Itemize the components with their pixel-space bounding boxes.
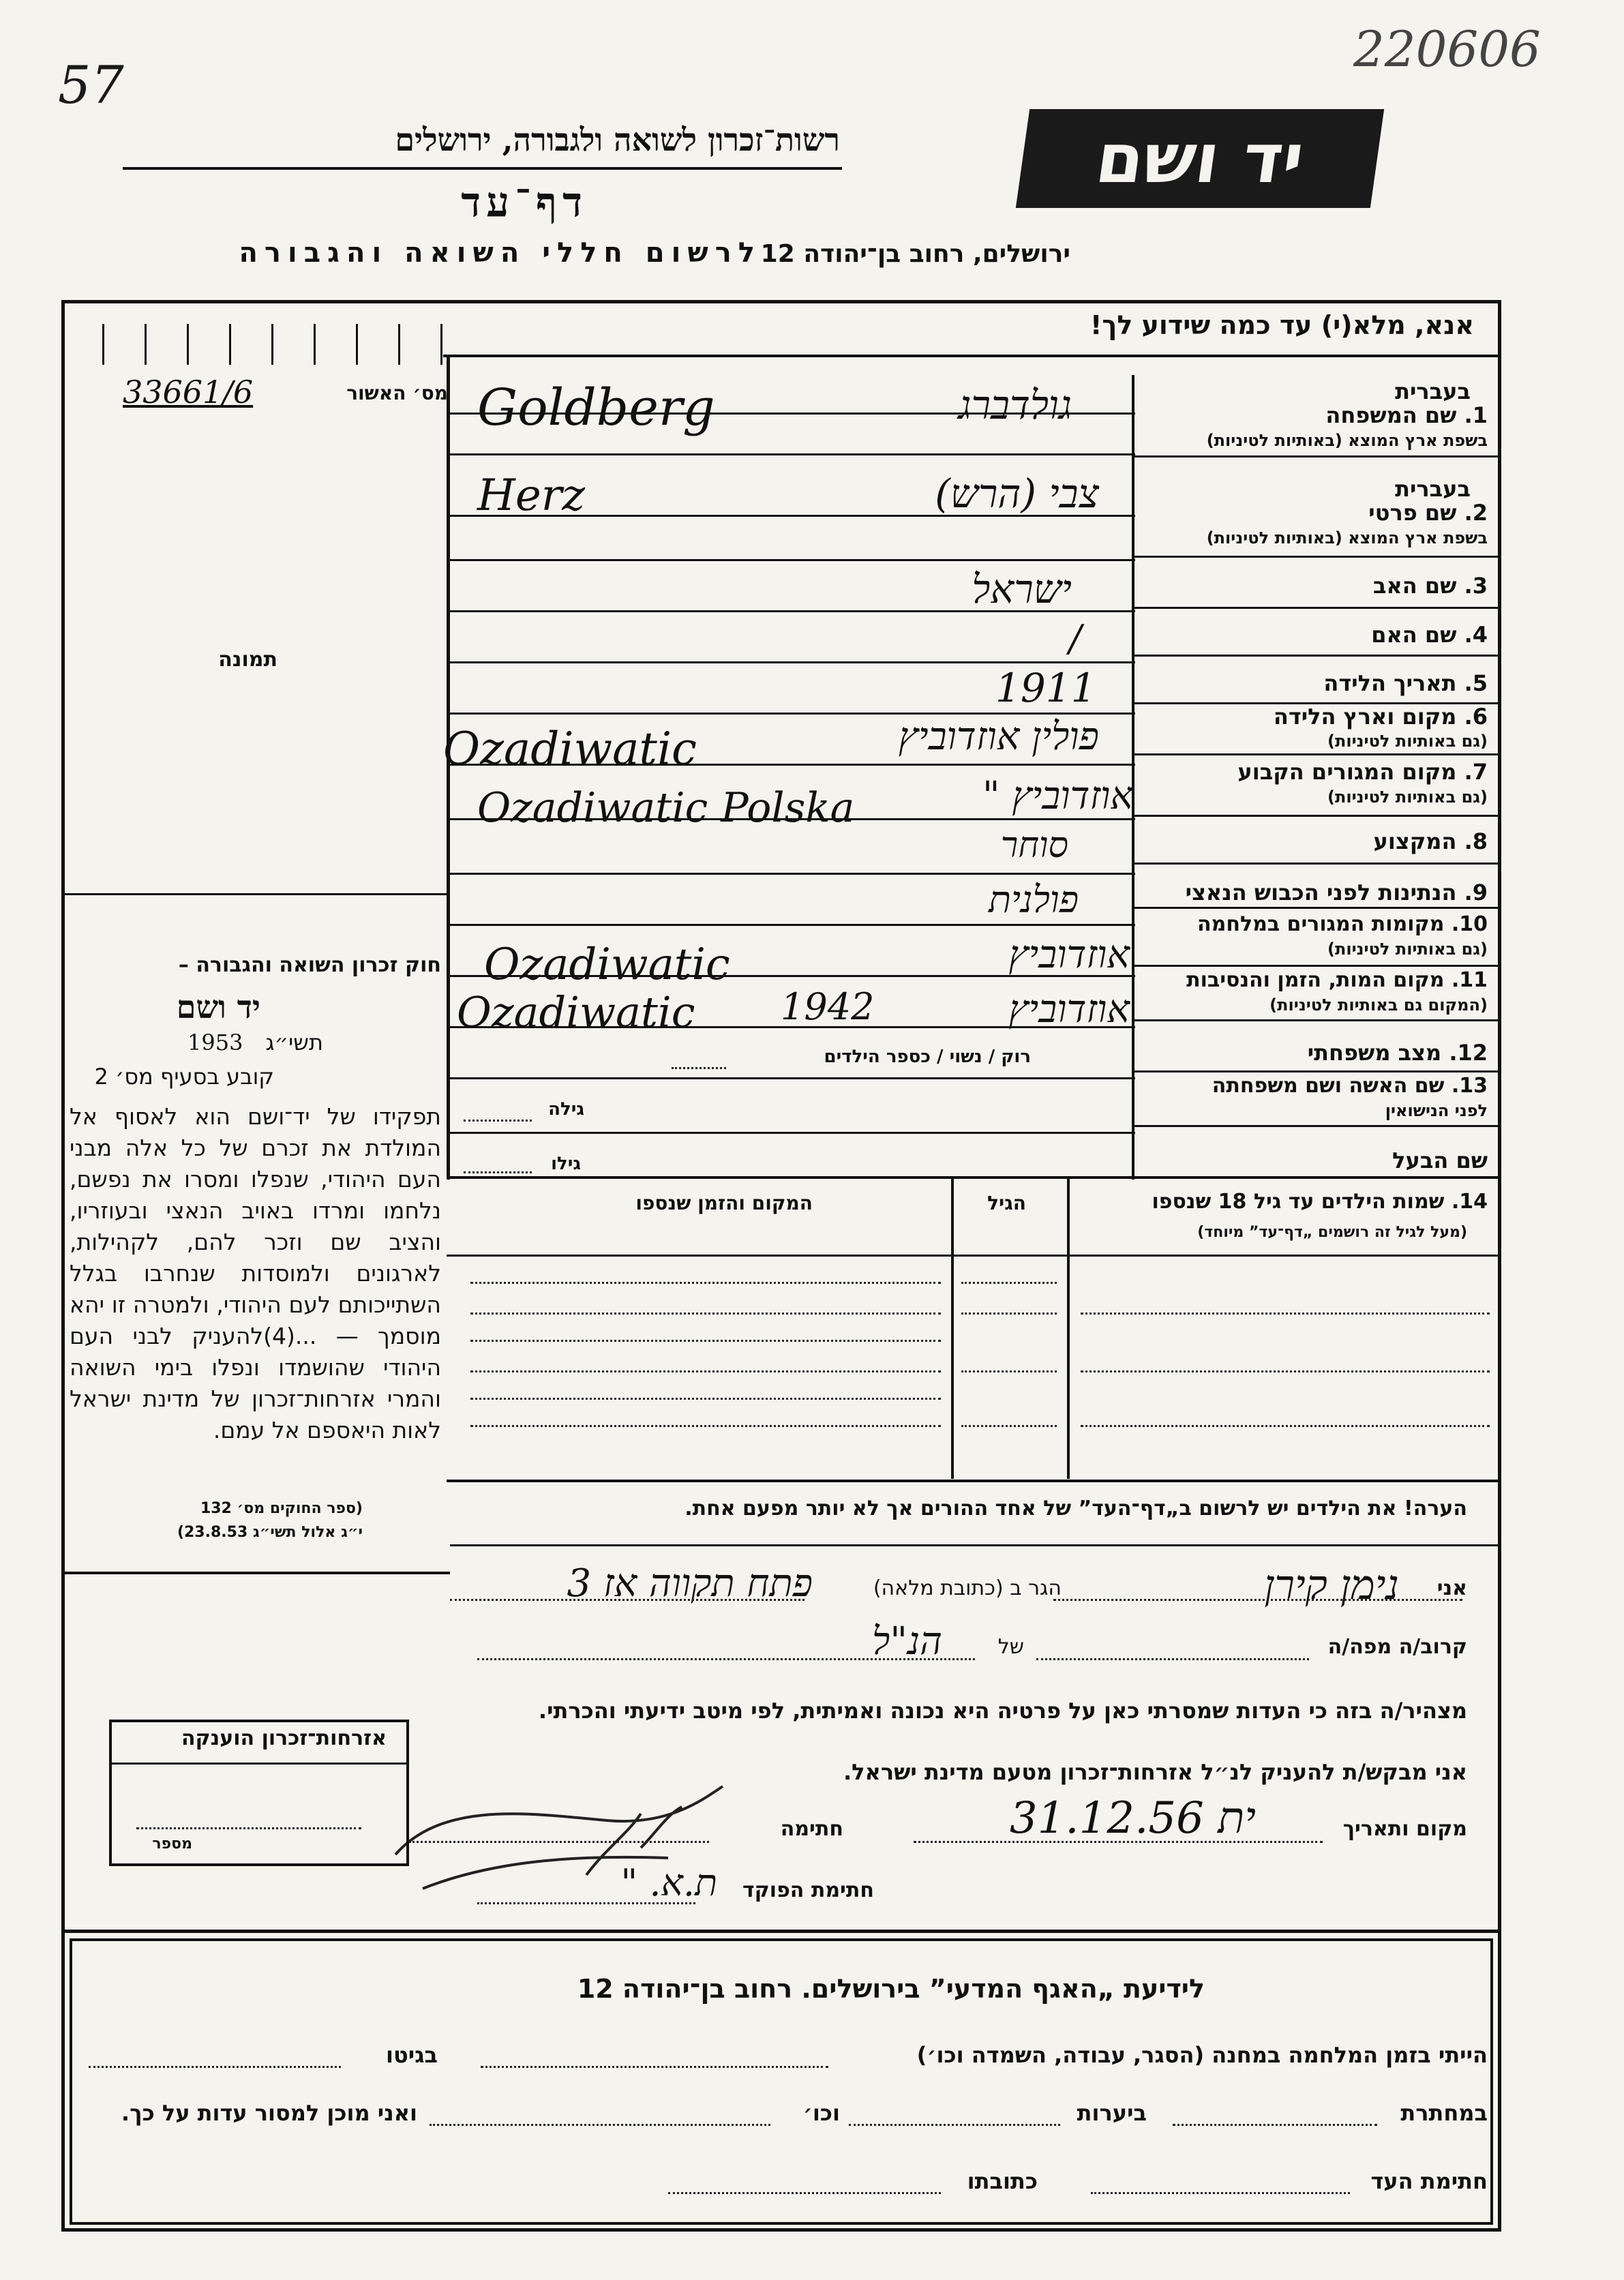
- f10-label: 10. מקומות המגורים במלחמה: [1197, 912, 1488, 936]
- f13-label: 13. שם האשה ושם משפחתה: [1212, 1074, 1488, 1098]
- f6-value-latin: Ozadiwatic: [443, 723, 697, 775]
- f7-value-hebrew: אוזדוביץ ": [982, 774, 1133, 818]
- f10-value-hebrew: אוזדוביץ: [1008, 933, 1130, 977]
- footer-title: לידיעת „האגף המדעי” בירושלים. רחוב בן־יהודה 12: [577, 1974, 1205, 2004]
- citizenship-title: אזרחות־זכרון הוענקה: [181, 1726, 387, 1750]
- f3-label: 3. שם האב: [1372, 573, 1488, 599]
- address: ירושלים, רחוב בן־יהודה 12: [760, 240, 1070, 268]
- age-label-1: גילה: [548, 1099, 584, 1120]
- age-label-2: גילו: [551, 1154, 581, 1174]
- decl-of-value: הנ"ל: [872, 1619, 942, 1664]
- decl-line-1: מצהיר/ה בזה כי העדות שמסרתי כאן על פרטיה היא נכונה ואמיתית, לפי מיטב ידיעתי והכרתי.: [538, 1698, 1467, 1724]
- registration-number: 33661/6: [123, 374, 254, 410]
- f1-label: 1. שם המשפחה: [1325, 402, 1488, 428]
- footer-line2a: במחתרת: [1400, 2100, 1488, 2126]
- f10-sub: (גם באותיות לטיניות): [1327, 940, 1488, 959]
- footer-line3b: כתובתו: [967, 2168, 1038, 2194]
- note-text: הערה! את הילדים יש לרשום ב„דף־העד” של אחד ההורים אך לא יותר מפעם אחת.: [685, 1497, 1467, 1520]
- f7-value-latin: Ozadiwatic Polska: [477, 784, 855, 832]
- f11-sub: (המקום גם באותיות לטיניות): [1269, 995, 1488, 1015]
- law-year: 1953: [187, 1030, 243, 1055]
- logo-text: יד ושם: [1091, 119, 1309, 198]
- f2-value-hebrew: צבי (הרש): [935, 470, 1099, 517]
- decl-resident-value: פתח תקווה אז 3: [567, 1561, 813, 1606]
- decl-officer-value: ת.א. ": [620, 1861, 717, 1904]
- law-ref-2: י״ג אלול תשי״ג 23.8.53): [177, 1524, 363, 1541]
- decl-place-date-label: מקום ותאריך: [1342, 1817, 1467, 1841]
- f1-sub: בשפת ארץ המוצא (באותיות לטיניות): [1206, 431, 1488, 450]
- f6-sub: (גם באותיות לטיניות): [1327, 732, 1488, 751]
- f9-label: 9. הנתינות לפני הכבוש הנאצי: [1185, 880, 1488, 905]
- law-ref-1: (ספר החוקים מס׳ 132: [200, 1500, 363, 1517]
- decl-i-value: נימן קירן: [1264, 1561, 1399, 1609]
- law-text: תפקידו של יד־ושם הוא לאסוף אל המולדת את זכרם של כל אלה מבני העם היהודי, שנפלו ומסרו את נפשם, נלחמו ומרדו באויב הנאצי ובעוזריו, והציב שם וזכר להם, לקהילות, לארגונים ולמוסדות שנחרבו בגלל השתייכותם לעם היהודי, ולמטרה זו יהא מוסמך — ...(4)להעניק לבני העם היהודי שהושמדו ונפלו בימי השואה והמרי אזרחות־זכרון של מדינת ישראל לאות היאספם אל עמם.: [70, 1103, 441, 1443]
- children-sub: (מעל לגיל זה רושמים „דף־עד” מיוחד): [1197, 1224, 1467, 1241]
- f2-value-latin: Herz: [477, 470, 585, 521]
- f4-label: 4. שם האם: [1371, 622, 1488, 648]
- f12-label: 12. מצב משפחתי: [1307, 1040, 1488, 1066]
- f7-sub: (גם באותיות לטיניות): [1327, 787, 1488, 807]
- f8-label: 8. המקצוע: [1373, 828, 1488, 854]
- decl-officer-label: חתימת הפוקד: [742, 1878, 874, 1902]
- document-number: 220606: [1353, 20, 1541, 78]
- f13-sub: לפני הנישואין: [1385, 1101, 1488, 1120]
- decl-line-2: אני מבקש/ת להעניק לנ״ל אזרחות־זכרון מטעם מדינת ישראל.: [843, 1759, 1467, 1785]
- f5-value: 1911: [995, 665, 1096, 711]
- children-title: 14. שמות הילדים עד גיל 18 שנספו: [1152, 1190, 1488, 1214]
- law-clause: קובע בסעיף מס׳ 2: [94, 1064, 274, 1090]
- footer-line2b: ביערות: [1077, 2100, 1147, 2126]
- footer-line3a: חתימת העד: [1370, 2168, 1488, 2194]
- decl-resident-label: הגר ב (כתובת מלאה): [873, 1576, 1062, 1600]
- f7-label: 7. מקום המגורים הקבוע: [1237, 759, 1488, 785]
- f4-value: /: [1069, 617, 1082, 660]
- law-title: חוק זכרון השואה והגבורה –: [178, 953, 441, 977]
- intro-text: אנא, מלא(י) עד כמה שידוע לך!: [1090, 310, 1474, 340]
- f2-label: 2. שם פרטי: [1368, 500, 1488, 526]
- f12-value: רוק / נשוי / כספר הילדים: [824, 1047, 1031, 1067]
- children-col-age: הגיל: [987, 1192, 1026, 1214]
- registration-ticks: [102, 324, 443, 365]
- registration-label: מס׳ האשור: [346, 382, 448, 404]
- decl-of-label: של: [997, 1635, 1024, 1659]
- page-number: 57: [58, 55, 124, 115]
- f11-label: 11. מקום המות, הזמן והנסיבות: [1186, 968, 1488, 992]
- footer-line1b: בגיטו: [386, 2042, 438, 2068]
- hebrew-label-2: בעברית: [1395, 476, 1471, 502]
- f6-label: 6. מקום וארץ הלידה: [1273, 704, 1488, 730]
- hebrew-label-1: בעברית: [1395, 378, 1471, 404]
- f1-value-latin: Goldberg: [477, 378, 715, 437]
- decl-i-label: אני: [1437, 1576, 1467, 1600]
- f11-value-year: 1942: [781, 985, 875, 1028]
- decl-place-date-value: ית 31.12.56: [1009, 1793, 1256, 1844]
- photo-label: תמונה: [218, 648, 277, 672]
- law-year-heb: תשי״ג: [265, 1030, 323, 1055]
- f10-value-latin: Ozadiwatic: [484, 940, 730, 990]
- f11-value-latin: Ozadiwatic: [457, 987, 695, 1037]
- citizenship-number-label: מספר: [152, 1835, 192, 1852]
- form-subtitle: לרשום חללי השואה והגבורה: [239, 237, 762, 269]
- f6-value-hebrew: פולין אוזדוביץ: [898, 715, 1099, 759]
- f8-value: סוחר: [1000, 825, 1068, 866]
- f2-sub: בשפת ארץ המוצא (באותיות לטיניות): [1206, 528, 1488, 548]
- footer-line2d: ואני מוכן למסור עדות על כך.: [121, 2100, 417, 2126]
- org-name: רשות־זכרון לשואה ולגבורה, ירושלים: [395, 121, 840, 158]
- law-name: יד ושם: [176, 989, 260, 1025]
- footer-line1a: הייתי בזמן המלחמה במחנה (הסגר, עבודה, השמדה וכו׳): [916, 2042, 1488, 2068]
- f11-value-hebrew: אוזדוביץ: [1008, 987, 1130, 1032]
- husband-label: שם הבעל: [1392, 1148, 1488, 1173]
- f9-value: פולנית: [988, 878, 1079, 921]
- yad-vashem-logo: [1016, 109, 1384, 208]
- decl-relative-label: קרוב/ה מפה/ה: [1327, 1635, 1467, 1659]
- f3-value: ישראל: [972, 566, 1072, 612]
- children-col-place: המקום והזמן שנספו: [635, 1192, 813, 1214]
- f1-value-hebrew: גולדברג: [958, 382, 1072, 428]
- f5-label: 5. תאריך הלידה: [1323, 670, 1488, 696]
- form-title: דף־עד: [461, 179, 588, 226]
- decl-signature-label: חתימה: [780, 1817, 843, 1841]
- footer-line2c: וכו׳: [802, 2100, 840, 2126]
